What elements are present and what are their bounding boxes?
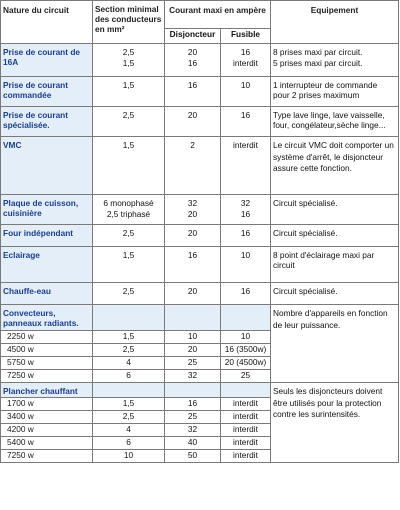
table-row-plaque-cuisson [1,195,399,225]
header-courant: Courant maxi en ampère [165,1,271,29]
disjoncteur-value: 2 [165,137,221,195]
disjoncteur-value: 25 [165,411,221,424]
equipement-text: Nombre d'appareils en fonction de leur puissance. [271,305,399,383]
equipement-text: Le circuit VMC doit comporter un système d'arrêt, le disjoncteur assure cette fonction. [271,137,399,195]
puissance-label: 1700 w [1,398,93,411]
equipement-text: Circuit spécialisé. [271,283,399,305]
disjoncteur-value: 16 [165,247,221,283]
section-cell [93,44,165,77]
circuit-name: Eclairage [1,247,93,283]
disjoncteur-value: 10 [165,331,221,344]
fusible-value: 32 [240,198,251,208]
table-row-prise-commandee [1,77,399,107]
fusible-value: interdit [221,424,271,437]
section-value: 2,5 [93,107,165,137]
fusible-value: 16 [221,283,271,305]
section-value: 2,5 [93,283,165,305]
table-row-prise-16a [1,44,399,77]
table-row-plancher [1,383,399,398]
section-value: 4 [93,424,165,437]
fusible-value: interdit [221,137,271,195]
puissance-label: 2250 w [1,331,93,344]
table-row-eclairage [1,247,399,283]
circuit-name: Prise de courant commandée [1,77,93,107]
circuit-name: Convecteurs, panneaux radiants. [1,305,93,331]
circuit-name: Plaque de cuisson, cuisinière [1,195,93,225]
disjoncteur-value: 16 [165,398,221,411]
disjoncteur-value: 20 [165,107,221,137]
disjoncteur-value: 32 [187,198,198,208]
fusible-value: 16 [240,47,251,57]
section-value: 1,5 [93,331,165,344]
section-value: 1,5 [93,247,165,283]
section-value: 2,5 triphasé [106,209,151,219]
fusible-value: 25 [221,370,271,383]
section-value: 6 [93,370,165,383]
circuit-name: Prise de courant spécialisée. [1,107,93,137]
table-row-chauffe-eau [1,283,399,305]
disjoncteur-value: 50 [165,450,221,463]
header-section: Section minimal des conducteurs en mm² [93,1,165,44]
disjoncteur-value: 40 [165,437,221,450]
section-value: 2,5 [93,225,165,247]
table-row-convecteurs [1,305,399,331]
disjoncteur-cell [165,44,221,77]
equipement-text: Seuls les disjoncteurs doivent être utilisés pour la protection contre les surintensités. [271,383,399,463]
equipement-text: 5 prises maxi par circuit. [273,58,363,68]
puissance-label: 7250 w [1,370,93,383]
circuit-name: Prise de courant de 16A [1,44,93,77]
fusible-value: 10 [221,77,271,107]
disjoncteur-value: 20 [165,344,221,357]
puissance-label: 7250 w [1,450,93,463]
table-row-vmc [1,137,399,195]
equipement-text: Type lave linge, lave vaisselle, four, congélateur,sèche linge... [271,107,399,137]
section-value: 6 [93,437,165,450]
puissance-label: 3400 w [1,411,93,424]
section-value: 2,5 [93,411,165,424]
fusible-value: 16 [240,209,251,219]
table-row-prise-specialisee [1,107,399,137]
disjoncteur-value: 25 [165,357,221,370]
disjoncteur-value: 32 [165,370,221,383]
equipement-text: Circuit spécialisé. [271,195,399,225]
section-value: 1,5 [122,58,135,68]
circuit-name: Four indépendant [1,225,93,247]
disjoncteur-value: 16 [165,77,221,107]
fusible-value: 16 [221,107,271,137]
header-disjoncteur: Disjoncteur [165,29,221,44]
disjoncteur-value: 20 [165,225,221,247]
section-value: 1,5 [93,398,165,411]
section-value: 10 [93,450,165,463]
header-circuit: Nature du circuit [1,1,93,44]
section-value: 4 [93,357,165,370]
equipement-text: Circuit spécialisé. [271,225,399,247]
fusible-value: interdit [221,450,271,463]
table-row-four [1,225,399,247]
header-equipement: Equipement [271,1,399,44]
header-row [1,1,399,29]
disjoncteur-value: 16 [187,58,198,68]
equipement-text: 1 interrupteur de commande pour 2 prises maximum [271,77,399,107]
disjoncteur-value: 20 [187,209,198,219]
section-value: 2,5 [93,344,165,357]
fusible-value: 10 [221,331,271,344]
section-value: 1,5 [93,137,165,195]
puissance-label: 4500 w [1,344,93,357]
equipement-cell [271,44,399,77]
section-value: 6 monophasé [103,198,154,208]
disjoncteur-value: 32 [165,424,221,437]
fusible-value: 16 [221,225,271,247]
fusible-value: 10 [221,247,271,283]
circuit-name: Chauffe-eau [1,283,93,305]
disjoncteur-value: 20 [165,283,221,305]
section-cell [93,195,165,225]
puissance-label: 4200 w [1,424,93,437]
puissance-label: 5750 w [1,357,93,370]
fusible-value: interdit [233,58,258,68]
fusible-value: interdit [221,437,271,450]
circuit-name: Plancher chauffant [1,383,93,398]
circuit-name: VMC [1,137,93,195]
fusible-value: interdit [221,411,271,424]
fusible-cell [221,44,271,77]
equipement-text: 8 point d'éclairage maxi par circuit [271,247,399,283]
disjoncteur-cell [165,195,221,225]
disjoncteur-value: 20 [187,47,198,57]
fusible-value: 20 (4500w) [221,357,271,370]
section-value: 1,5 [93,77,165,107]
fusible-value: interdit [221,398,271,411]
fusible-value: 16 (3500w) [221,344,271,357]
header-fusible: Fusible [221,29,271,44]
puissance-label: 5400 w [1,437,93,450]
section-value: 2,5 [122,47,135,57]
fusible-cell [221,195,271,225]
equipement-text: 8 prises maxi par circuit. [273,47,363,57]
